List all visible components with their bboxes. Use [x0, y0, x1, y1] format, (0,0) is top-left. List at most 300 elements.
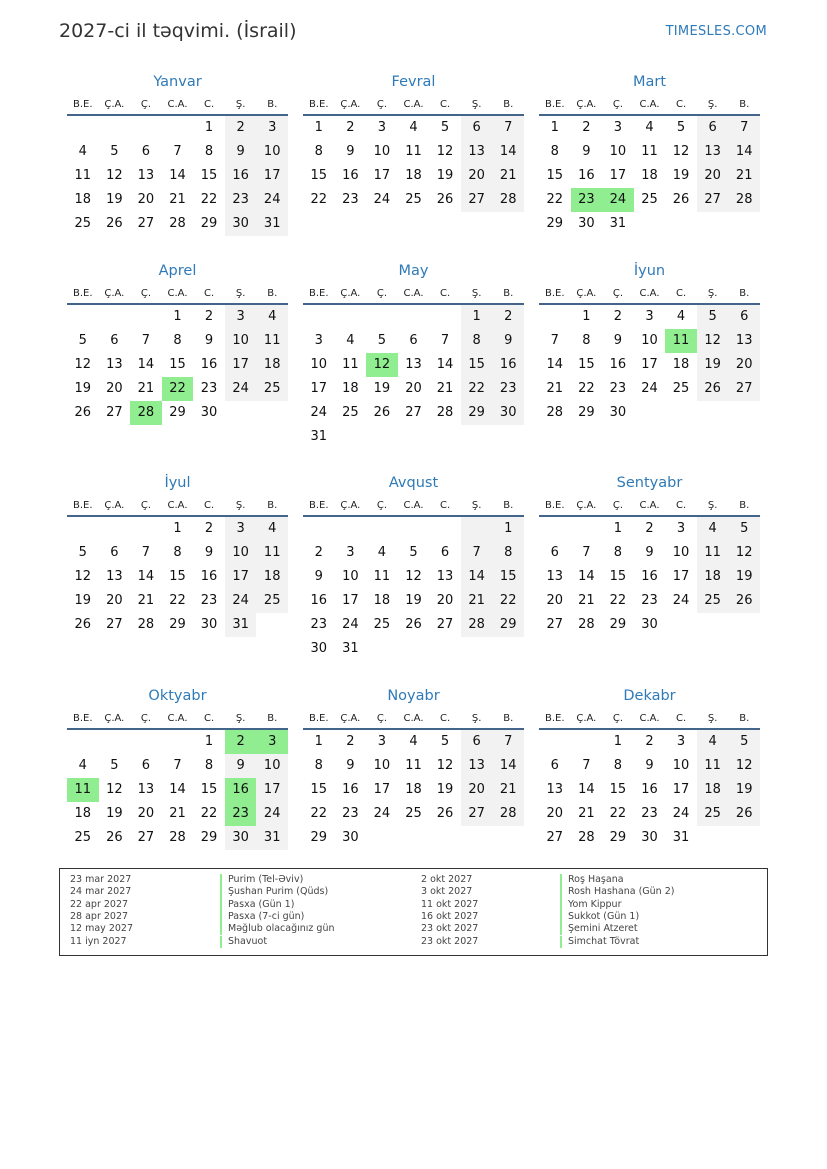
day-cell: 17: [256, 164, 288, 188]
weekday-label: Ş.: [707, 500, 718, 511]
weekday-label: C.: [204, 288, 215, 299]
weekday-label: C.A.: [167, 288, 188, 299]
weekday-label: Ç.: [376, 99, 388, 110]
day-cell: 19: [436, 168, 454, 183]
day-cell: 15: [200, 168, 218, 183]
day-cell: 17: [256, 778, 288, 802]
day-cell: 16: [342, 782, 359, 797]
day-cell: 22: [609, 593, 627, 608]
day-cell: 26: [74, 617, 92, 632]
day-cell: 18: [74, 192, 92, 207]
day-cell: 8: [204, 758, 214, 773]
day-cell: 15: [310, 782, 328, 797]
day-cell: 21: [728, 164, 760, 188]
weekday-label: Ç.: [140, 713, 152, 724]
empty-cell: [67, 305, 99, 329]
weekday-label: Ş.: [235, 500, 246, 511]
weekday-label: B.: [503, 500, 514, 511]
holiday-list: [59, 868, 768, 956]
day-cell: 28: [436, 405, 454, 420]
day-cell: 26: [373, 405, 391, 420]
weekday-label: Ç.: [612, 500, 624, 511]
day-cell: 24: [373, 192, 391, 207]
weekday-header: [539, 707, 760, 730]
holiday-date: 3 okt 2027: [421, 886, 473, 898]
day-cell: 14: [137, 357, 155, 372]
day-grid: [67, 116, 288, 236]
day-cell: 29: [578, 405, 595, 420]
day-cell: 15: [546, 168, 564, 183]
weekday-label: C.A.: [639, 288, 660, 299]
weekday-label: C.: [676, 99, 687, 110]
day-cell: 30: [200, 617, 218, 632]
day-cell: 20: [546, 806, 564, 821]
day-cell: 31: [256, 212, 288, 236]
day-cell: 8: [173, 333, 182, 348]
day-cell: 27: [546, 830, 564, 845]
day-cell: 1: [314, 734, 323, 749]
day-cell: 11: [405, 758, 422, 773]
day-cell: 1: [550, 120, 559, 135]
day-cell: 6: [110, 545, 119, 560]
day-cell: 20: [546, 593, 564, 608]
day-cell: 30: [342, 830, 359, 845]
day-cell: 30: [578, 216, 595, 231]
day-cell: 18: [405, 168, 422, 183]
day-cell: 14: [492, 754, 524, 778]
month-block: [539, 472, 760, 637]
day-cell: 10: [342, 569, 359, 584]
month-block: [67, 685, 288, 850]
day-cell: 20: [405, 381, 422, 396]
day-cell: 8: [314, 758, 323, 773]
day-cell: 24: [310, 405, 328, 420]
holiday-day: 3: [256, 730, 288, 754]
day-cell: 24: [641, 381, 658, 396]
day-cell: 9: [645, 545, 654, 560]
weekday-label: C.A.: [639, 99, 660, 110]
day-cell: 26: [74, 405, 92, 420]
weekday-label: Ç.: [140, 288, 152, 299]
day-cell: 9: [225, 140, 257, 164]
day-cell: 19: [74, 593, 92, 608]
holiday-day: 23: [225, 802, 257, 826]
day-cell: 6: [461, 116, 493, 140]
day-cell: 22: [200, 806, 218, 821]
weekday-label: B.E.: [73, 99, 93, 110]
weekday-label: B.E.: [545, 288, 565, 299]
holiday-date: 23 mar 2027: [70, 874, 132, 885]
day-cell: 8: [461, 329, 493, 353]
holiday-name: Şushan Purim (Qüds): [220, 886, 328, 898]
weekday-label: Ç.: [376, 713, 388, 724]
empty-cell: [67, 730, 99, 754]
empty-cell: [539, 517, 571, 541]
day-cell: 9: [314, 569, 323, 584]
day-cell: 25: [373, 617, 391, 632]
month-name: İyul: [164, 475, 191, 491]
day-cell: 13: [546, 569, 564, 584]
weekday-label: Ç.A.: [340, 99, 361, 110]
day-cell: 18: [672, 357, 690, 372]
day-cell: 30: [609, 405, 627, 420]
month-name: Noyabr: [387, 688, 440, 704]
weekday-label: Ç.: [612, 288, 624, 299]
weekday-label: Ş.: [707, 288, 718, 299]
month-name: Sentyabr: [616, 475, 683, 491]
day-cell: 6: [550, 545, 559, 560]
day-cell: 24: [342, 617, 359, 632]
day-cell: 22: [492, 589, 524, 613]
day-cell: 9: [346, 758, 355, 773]
weekday-label: B.: [739, 288, 750, 299]
day-cell: 28: [137, 617, 155, 632]
day-cell: 13: [697, 140, 729, 164]
day-cell: 7: [440, 333, 450, 348]
day-cell: 5: [78, 333, 87, 348]
day-cell: 28: [728, 188, 760, 212]
day-cell: 31: [256, 826, 288, 850]
day-cell: 11: [342, 357, 359, 372]
holiday-name: Simchat Tövrat: [560, 936, 639, 948]
weekday-header: [303, 494, 524, 517]
day-cell: 13: [106, 357, 123, 372]
weekday-label: B.E.: [309, 99, 329, 110]
day-cell: 16: [609, 357, 627, 372]
day-cell: 15: [169, 569, 186, 584]
day-cell: 22: [461, 377, 493, 401]
day-cell: 10: [256, 140, 288, 164]
day-cell: 7: [173, 758, 182, 773]
day-cell: 11: [405, 144, 422, 159]
month-name: Aprel: [158, 263, 197, 279]
day-cell: 30: [310, 641, 328, 656]
day-cell: 5: [440, 120, 450, 135]
month-name: Fevral: [391, 74, 436, 90]
day-cell: 7: [582, 758, 591, 773]
empty-cell: [303, 517, 335, 541]
day-cell: 14: [578, 782, 595, 797]
day-cell: 1: [314, 120, 323, 135]
day-cell: 5: [409, 545, 418, 560]
weekday-label: C.: [204, 500, 215, 511]
day-cell: 17: [225, 565, 257, 589]
day-cell: 8: [173, 545, 182, 560]
empty-cell: [366, 517, 398, 541]
day-grid: [67, 305, 288, 425]
month-block: [539, 260, 760, 425]
day-cell: 24: [672, 806, 690, 821]
holiday-date: 11 okt 2027: [421, 898, 479, 910]
day-cell: 26: [728, 802, 760, 826]
empty-cell: [429, 517, 461, 541]
day-cell: 13: [461, 754, 493, 778]
day-cell: 15: [609, 782, 627, 797]
holiday-name: Pasxa (Gün 1): [220, 899, 294, 911]
day-cell: 3: [346, 545, 355, 560]
day-cell: 16: [310, 593, 328, 608]
day-cell: 17: [672, 569, 690, 584]
day-cell: 8: [613, 545, 623, 560]
day-cell: 5: [78, 545, 87, 560]
day-cell: 9: [204, 333, 214, 348]
day-cell: 15: [461, 353, 493, 377]
weekday-label: Ş.: [471, 99, 482, 110]
day-cell: 18: [256, 565, 288, 589]
holiday-name: Roş Haşana: [560, 874, 624, 886]
day-grid: [303, 116, 524, 212]
day-cell: 4: [256, 517, 288, 541]
day-cell: 21: [169, 806, 186, 821]
day-cell: 28: [492, 188, 524, 212]
day-cell: 25: [342, 405, 359, 420]
day-cell: 22: [169, 593, 186, 608]
month-name: Dekabr: [623, 688, 676, 704]
month-name: Oktyabr: [148, 688, 207, 704]
day-cell: 8: [314, 144, 323, 159]
holiday-day: 16: [225, 778, 257, 802]
day-cell: 17: [310, 381, 328, 396]
day-cell: 5: [110, 758, 119, 773]
day-grid: [303, 517, 524, 661]
weekday-label: C.A.: [403, 500, 424, 511]
day-cell: 22: [578, 381, 595, 396]
day-cell: 1: [461, 305, 493, 329]
day-cell: 13: [461, 140, 493, 164]
day-cell: 4: [377, 545, 387, 560]
month-block: [67, 71, 288, 236]
day-cell: 14: [436, 357, 454, 372]
day-cell: 9: [346, 144, 355, 159]
day-cell: 3: [225, 517, 257, 541]
day-cell: 19: [106, 192, 123, 207]
day-cell: 30: [225, 212, 257, 236]
day-cell: 10: [373, 758, 391, 773]
day-cell: 4: [645, 120, 654, 135]
day-cell: 21: [137, 381, 155, 396]
holiday-day: 12: [366, 353, 398, 377]
day-cell: 1: [173, 309, 182, 324]
day-cell: 21: [461, 589, 493, 613]
day-cell: 29: [492, 613, 524, 637]
weekday-label: Ç.A.: [340, 713, 361, 724]
holiday-date: 24 mar 2027: [70, 886, 132, 898]
month-block: [303, 685, 524, 850]
day-cell: 10: [256, 754, 288, 778]
weekday-label: B.E.: [309, 500, 329, 511]
day-cell: 6: [141, 144, 151, 159]
day-cell: 3: [676, 521, 686, 536]
day-cell: 14: [492, 140, 524, 164]
day-cell: 5: [697, 305, 729, 329]
day-cell: 1: [173, 521, 182, 536]
day-cell: 23: [492, 377, 524, 401]
day-cell: 3: [676, 734, 686, 749]
holiday-name: Şemini Atzeret: [560, 923, 638, 935]
holiday-date: 23 okt 2027: [421, 923, 479, 935]
holiday-name: Yom Kippur: [560, 899, 621, 911]
day-cell: 23: [225, 188, 257, 212]
day-cell: 10: [672, 758, 690, 773]
empty-cell: [539, 730, 571, 754]
day-cell: 10: [373, 144, 391, 159]
empty-cell: [130, 116, 162, 140]
month-name: Yanvar: [153, 74, 202, 90]
day-cell: 13: [436, 569, 454, 584]
day-cell: 20: [697, 164, 729, 188]
day-cell: 10: [672, 545, 690, 560]
day-grid: [539, 730, 760, 850]
weekday-label: Ç.A.: [576, 500, 597, 511]
day-cell: 27: [405, 405, 422, 420]
day-cell: 20: [728, 353, 760, 377]
day-cell: 29: [461, 401, 493, 425]
day-cell: 12: [672, 144, 690, 159]
day-cell: 3: [225, 305, 257, 329]
holiday-name: Sukkot (Gün 1): [560, 911, 639, 923]
day-cell: 20: [137, 192, 155, 207]
day-cell: 1: [582, 309, 591, 324]
day-cell: 26: [106, 830, 123, 845]
day-cell: 7: [550, 333, 559, 348]
day-cell: 7: [173, 144, 182, 159]
month-block: [303, 260, 524, 449]
day-cell: 18: [373, 593, 391, 608]
day-cell: 14: [169, 782, 186, 797]
day-cell: 2: [582, 120, 591, 135]
day-cell: 14: [137, 569, 155, 584]
holiday-date: 11 iyn 2027: [70, 935, 127, 947]
day-cell: 9: [225, 754, 257, 778]
day-cell: 28: [461, 613, 493, 637]
day-cell: 21: [492, 164, 524, 188]
day-cell: 24: [373, 806, 391, 821]
day-cell: 25: [697, 802, 729, 826]
weekday-label: C.A.: [167, 500, 188, 511]
day-cell: 2: [204, 309, 214, 324]
day-cell: 3: [314, 333, 323, 348]
weekday-label: B.E.: [545, 500, 565, 511]
day-cell: 7: [141, 333, 151, 348]
day-cell: 28: [169, 216, 186, 231]
day-cell: 31: [609, 216, 627, 231]
day-cell: 23: [609, 381, 627, 396]
day-cell: 17: [373, 168, 391, 183]
day-cell: 20: [461, 164, 493, 188]
empty-cell: [130, 517, 162, 541]
month-block: [303, 472, 524, 661]
day-cell: 11: [256, 329, 288, 353]
day-cell: 23: [641, 593, 658, 608]
day-cell: 2: [645, 734, 654, 749]
holiday-name: Purim (Tel-Əviv): [220, 874, 303, 886]
day-cell: 27: [137, 216, 155, 231]
day-cell: 28: [546, 405, 564, 420]
day-cell: 27: [106, 405, 123, 420]
day-cell: 27: [461, 802, 493, 826]
day-cell: 27: [106, 617, 123, 632]
day-cell: 1: [204, 734, 214, 749]
day-grid: [539, 305, 760, 425]
day-cell: 15: [492, 565, 524, 589]
day-cell: 3: [645, 309, 654, 324]
weekday-header: [303, 707, 524, 730]
day-cell: 31: [225, 613, 257, 637]
day-cell: 29: [169, 405, 186, 420]
weekday-label: B.: [739, 500, 750, 511]
day-cell: 19: [728, 565, 760, 589]
day-cell: 29: [310, 830, 328, 845]
day-cell: 25: [405, 806, 422, 821]
day-cell: 8: [550, 144, 559, 159]
weekday-label: Ç.: [376, 288, 388, 299]
weekday-label: Ş.: [707, 99, 718, 110]
day-cell: 4: [256, 305, 288, 329]
month-name: Avqust: [388, 475, 439, 491]
day-cell: 17: [342, 593, 359, 608]
empty-cell: [130, 730, 162, 754]
day-cell: 6: [550, 758, 559, 773]
holiday-date: 23 okt 2027: [421, 935, 479, 947]
day-cell: 11: [697, 541, 729, 565]
weekday-label: Ç.A.: [340, 500, 361, 511]
day-cell: 15: [169, 357, 186, 372]
day-cell: 28: [578, 830, 595, 845]
day-cell: 26: [436, 806, 454, 821]
holiday-date: 2 okt 2027: [421, 874, 473, 885]
weekday-label: C.A.: [403, 713, 424, 724]
day-cell: 2: [225, 116, 257, 140]
weekday-label: B.: [267, 500, 278, 511]
empty-cell: [366, 305, 398, 329]
day-cell: 22: [310, 806, 328, 821]
day-cell: 4: [409, 120, 418, 135]
weekday-header: [67, 282, 288, 305]
day-cell: 13: [728, 329, 760, 353]
day-cell: 17: [609, 168, 627, 183]
empty-cell: [99, 730, 131, 754]
day-cell: 12: [106, 168, 123, 183]
day-cell: 8: [492, 541, 524, 565]
day-grid: [539, 517, 760, 637]
day-cell: 27: [546, 617, 564, 632]
day-cell: 9: [613, 333, 623, 348]
weekday-label: C.A.: [403, 288, 424, 299]
empty-cell: [571, 730, 603, 754]
holiday-name: Pasxa (7-ci gün): [220, 911, 304, 923]
weekday-label: Ç.A.: [576, 713, 597, 724]
day-cell: 16: [342, 168, 359, 183]
day-cell: 25: [256, 377, 288, 401]
day-cell: 11: [641, 144, 658, 159]
weekday-label: C.: [204, 99, 215, 110]
day-cell: 27: [461, 188, 493, 212]
day-cell: 29: [609, 617, 627, 632]
site-link[interactable]: TIMESLES.COM: [665, 24, 767, 39]
day-cell: 20: [436, 593, 454, 608]
day-cell: 5: [676, 120, 686, 135]
day-cell: 15: [310, 168, 328, 183]
day-cell: 23: [200, 381, 218, 396]
day-cell: 23: [342, 806, 359, 821]
day-cell: 5: [728, 517, 760, 541]
weekday-label: C.: [204, 713, 215, 724]
holiday-name: Məğlub olacağınız gün: [220, 923, 335, 935]
holiday-date: 16 okt 2027: [421, 910, 479, 922]
holiday-date: 28 apr 2027: [70, 910, 129, 922]
holiday-date: 22 apr 2027: [70, 898, 129, 910]
day-cell: 26: [405, 617, 422, 632]
